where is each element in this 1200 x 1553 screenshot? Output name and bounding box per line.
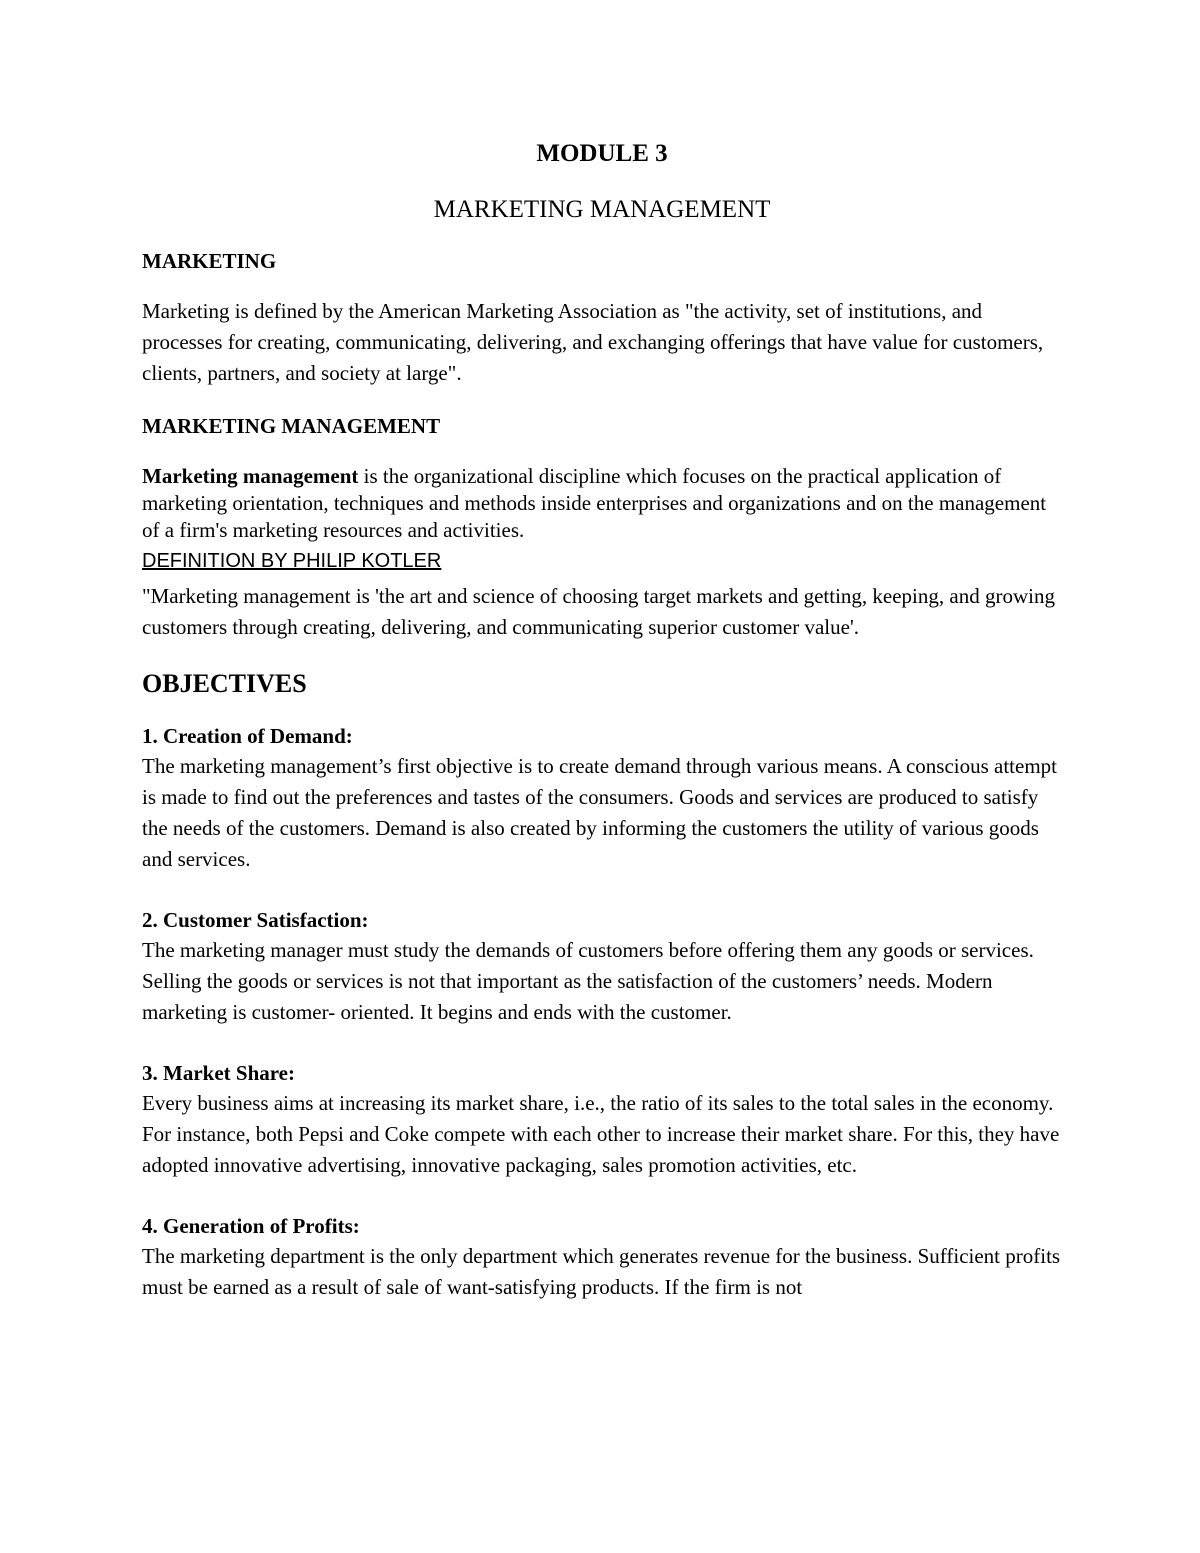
main-title: MARKETING MANAGEMENT [433, 196, 771, 223]
objective-title: 4. Generation of Profits: [142, 1214, 360, 1238]
marketing-heading: MARKETING [142, 249, 277, 273]
objective-item [142, 721, 1062, 875]
marketing-management-definition-text: is the organizational discipline which focuses on the practical application of marketing orientation, techniques and methods inside enterprises and organizations and on the management of a firm's marketing resources and activities. [142, 464, 1047, 542]
objective-text: The marketing manager must study the demands of customers before offering them any goods or services. Selling the goods or services is not that important as the satisfaction of the customers’ needs. Modern marketing is customer- oriented. It begins and ends with the customer. [142, 938, 1034, 1024]
objectives-heading: OBJECTIVES [142, 669, 307, 698]
document-content [142, 138, 1062, 1303]
objective-item [142, 1211, 1062, 1303]
marketing-management-term: Marketing management [142, 464, 359, 488]
marketing-management-heading: MARKETING MANAGEMENT [142, 414, 441, 438]
objective-text: The marketing department is the only department which generates revenue for the business. Sufficient profits must be earned as a result of sale of want-satisfying products. If the firm is not [142, 1244, 1061, 1299]
objective-title: 1. Creation of Demand: [142, 724, 353, 748]
objective-item [142, 905, 1062, 1028]
objective-item [142, 1058, 1062, 1181]
objective-title: 2. Customer Satisfaction: [142, 908, 369, 932]
marketing-definition: Marketing is defined by the American Marketing Association as "the activity, set of institutions, and processes for creating, communicating, delivering, and exchanging offerings that have value for customers, clients, partners, and society at large". [142, 299, 1044, 385]
marketing-management-definition [142, 463, 1062, 544]
objective-text: The marketing management’s first objective is to create demand through various means. A conscious attempt is made to find out the preferences and tastes of the consumers. Goods and services are produced to satisfy the needs of the customers. Demand is also created by informing the customers the utility of various goods and services. [142, 754, 1057, 871]
objective-title: 3. Market Share: [142, 1061, 295, 1085]
objective-text: Every business aims at increasing its market share, i.e., the ratio of its sales to the total sales in the economy. For instance, both Pepsi and Coke compete with each other to increase their market share. For this, they have adopted innovative advertising, innovative packaging, sales promotion activities, etc. [142, 1091, 1060, 1177]
module-title: MODULE 3 [536, 140, 668, 167]
kotler-heading: DEFINITION BY PHILIP KOTLER [142, 550, 442, 572]
kotler-definition: "Marketing management is 'the art and science of choosing target markets and getting, keeping, and growing customers through creating, delivering, and communicating superior customer value'. [142, 584, 1055, 639]
